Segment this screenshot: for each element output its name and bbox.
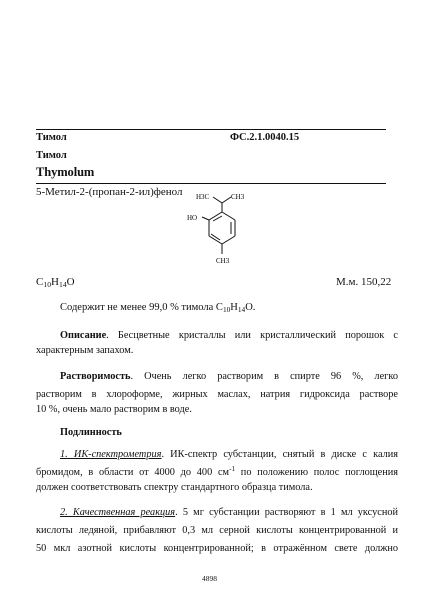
solubility-line-2: растворим в хлороформе, жирных маслах, натрия гидроксида растворе	[36, 389, 398, 400]
ir-line-3: должен соответствовать спектру стандартного образца тимола.	[36, 482, 313, 493]
latin-name: Thymolum	[36, 165, 95, 179]
reaction-line-2: кислоты ледяной, прибавляют 0,3 мл серной кислоты концентрированной и	[36, 525, 398, 536]
hydroxyl-label: HO	[187, 214, 198, 222]
methyl-label-bottom: CH3	[216, 257, 230, 265]
solubility-line-1: Растворимость. Очень легко растворим в спирте 96 %, легко	[60, 371, 398, 382]
methyl-label-left: H3C	[196, 193, 210, 201]
iupac-name: 5-Метил-2-(пропан-2-ил)фенол	[36, 186, 183, 198]
ir-line-2: бромидом, в области от 4000 до 400 $см^{-1}$ по положению полос поглощения	[36, 465, 399, 478]
description-line-2: характерным запахом.	[36, 345, 134, 356]
monograph-name: Тимол	[36, 132, 67, 143]
header-top-rule	[36, 129, 386, 130]
molecular-mass: М.м. 150,22	[336, 276, 392, 288]
monograph-code: ФС.2.1.0040.15	[230, 132, 300, 143]
page-number: 4898	[202, 574, 217, 583]
header-bottom-rule	[36, 183, 386, 184]
monograph-name-repeat: Тимол	[36, 150, 67, 161]
identity-heading: Подлинность	[60, 427, 122, 438]
solubility-line-3: 10 %, очень мало растворим в воде.	[36, 404, 192, 415]
reaction-line-1: 2. Качественная реакция. 5 мг субстанции растворяют в 1 мл уксусной	[60, 507, 398, 518]
content-requirement: Содержит не менее 99,0 % тимола $С_{10}Н_{14}О$.	[60, 302, 256, 314]
description-line-1: Описание. Бесцветные кристаллы или кристаллический порошок с	[60, 330, 398, 341]
molecular-formula: $C_{10}H_{14}O$	[36, 276, 75, 289]
reaction-line-3: 50 мкл азотной кислоты концентрированной; в отражённом свете должно	[36, 543, 398, 554]
methyl-label-right: CH3	[231, 193, 245, 201]
ir-line-1: 1. ИК-спектрометрия. ИК-спектр субстанции, снятый в диске с калия	[60, 449, 398, 460]
structural-formula	[180, 192, 260, 270]
